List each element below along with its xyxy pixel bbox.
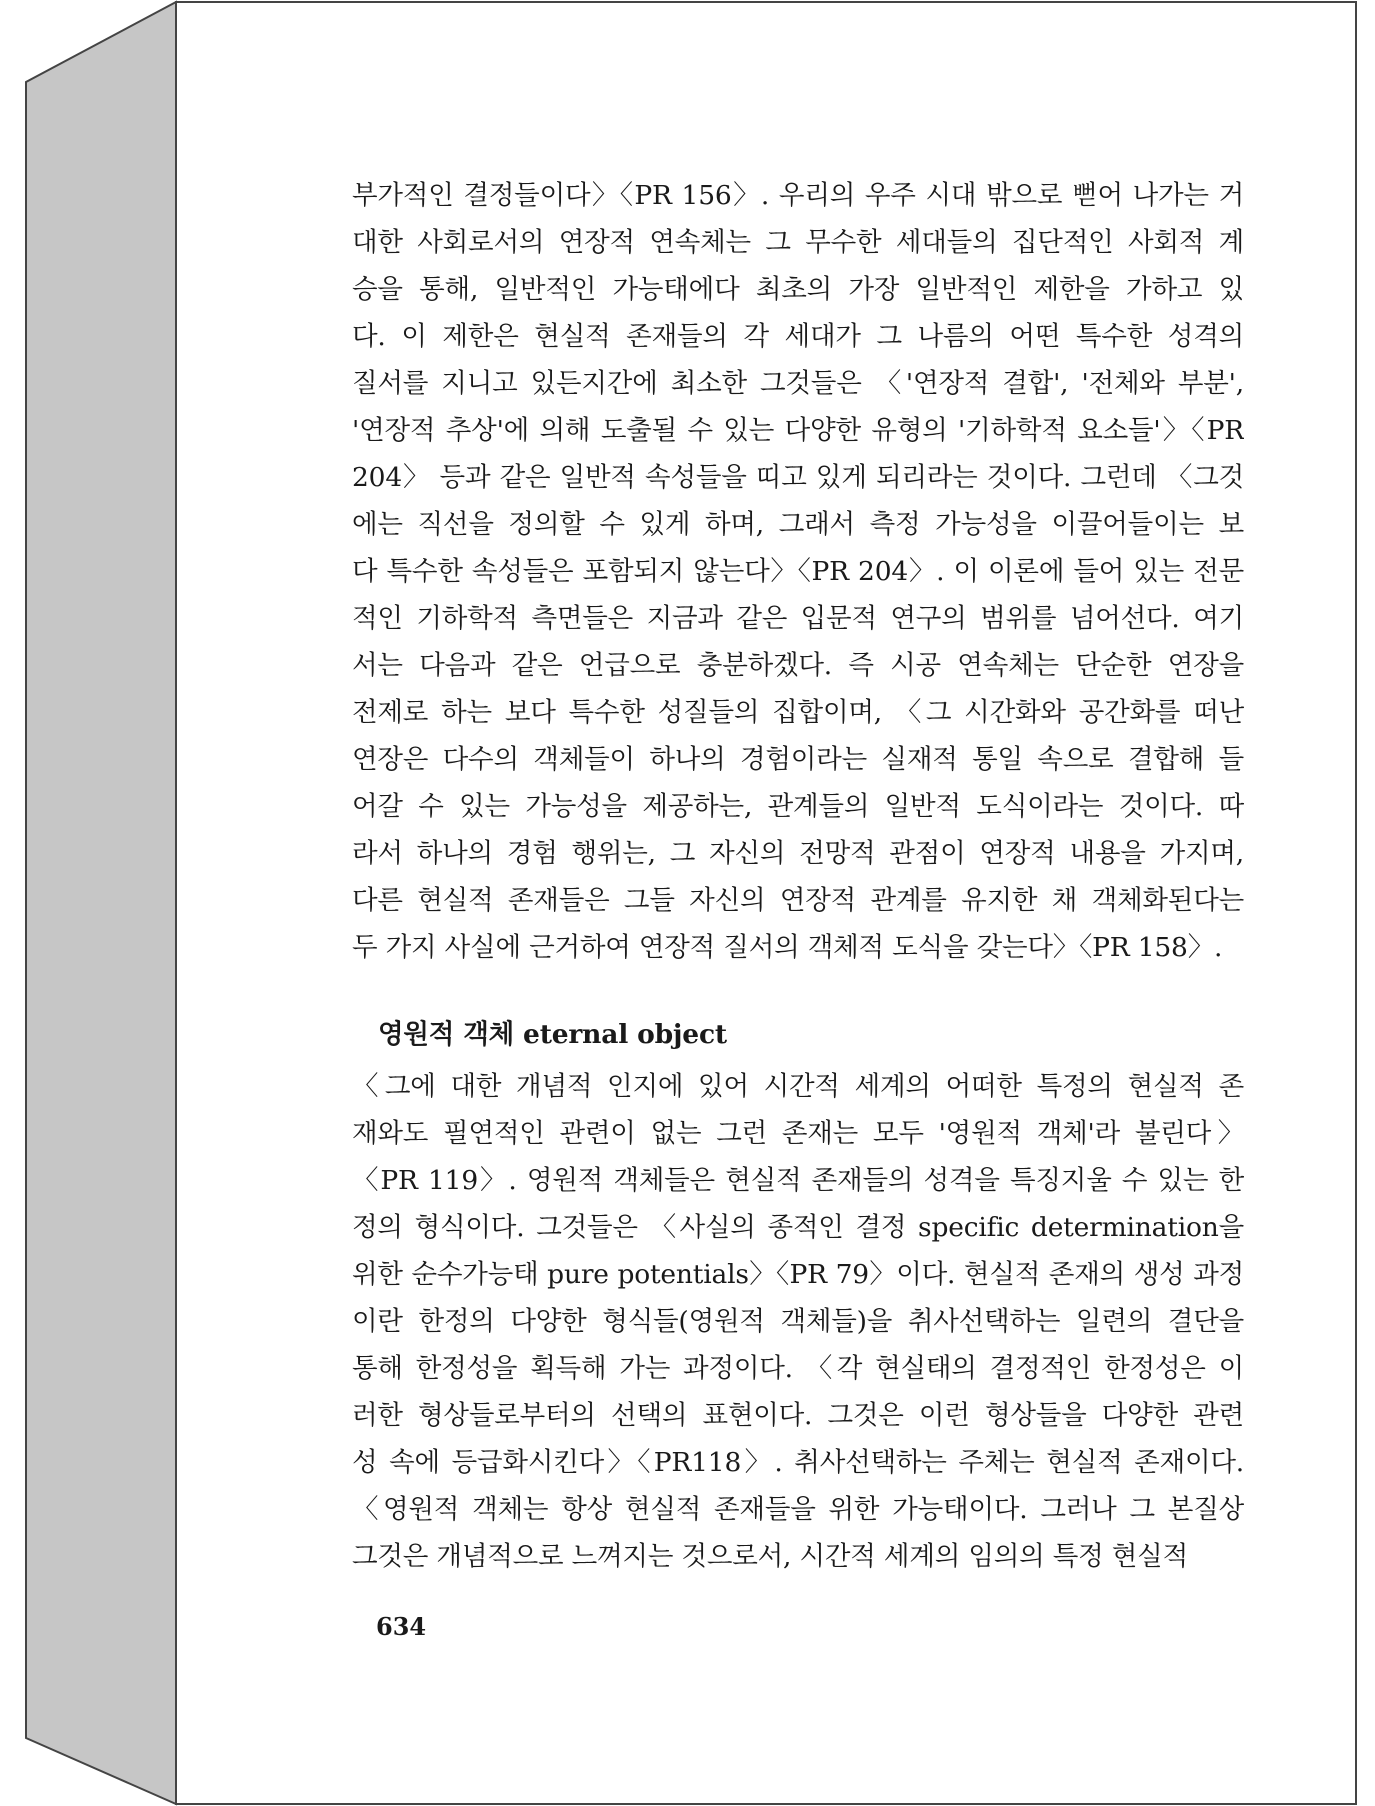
text-line: 정의 형식이다. 그것들은 〈사실의 종적인 결정 specific determination을: [352, 1212, 1244, 1243]
text-line: 다. 이 제한은 현실적 존재들의 각 세대가 그 나름의 어떤 특수한 성격의: [352, 321, 1244, 352]
text-line: 라서 하나의 경험 행위는, 그 자신의 전망적 관점이 연장적 내용을 가지며,: [352, 838, 1244, 869]
text-line: 서는 다음과 같은 언급으로 충분하겠다. 즉 시공 연속체는 단순한 연장을: [352, 650, 1244, 681]
text-line: 부가적인 결정들이다〉〈PR 156〉. 우리의 우주 시대 밖으로 뻗어 나가는 거: [352, 180, 1244, 211]
text-line: 전제로 하는 보다 특수한 성질들의 집합이며, 〈그 시간화와 공간화를 떠난: [352, 697, 1244, 728]
text-line: 통해 한정성을 획득해 가는 과정이다. 〈각 현실태의 결정적인 한정성은 이: [352, 1353, 1244, 1384]
text-line: 〈PR 119〉. 영원적 객체들은 현실적 존재들의 성격을 특징지울 수 있는 한: [352, 1165, 1244, 1196]
section-heading: 영원적 객체 eternal object: [378, 1019, 727, 1050]
text-line: 〈그에 대한 개념적 인지에 있어 시간적 세계의 어떠한 특정의 현실적 존: [352, 1071, 1244, 1102]
text-line: '연장적 추상'에 의해 도출될 수 있는 다양한 유형의 '기하학적 요소들'〉〈PR: [352, 415, 1244, 446]
book-spine: [26, 2, 176, 1804]
text-line: 204〉 등과 같은 일반적 속성들을 띠고 있게 되리라는 것이다. 그런데 〈그것: [352, 462, 1244, 493]
page-text: [352, 172, 1244, 1580]
text-line: 성 속에 등급화시킨다〉〈PR118〉. 취사선택하는 주체는 현실적 존재이다.: [352, 1447, 1244, 1478]
text-line: 러한 형상들로부터의 선택의 표현이다. 그것은 이런 형상들을 다양한 관련: [352, 1400, 1244, 1431]
text-line: 에는 직선을 정의할 수 있게 하며, 그래서 측정 가능성을 이끌어들이는 보: [352, 509, 1244, 540]
text-line: 그것은 개념적으로 느껴지는 것으로서, 시간적 세계의 임의의 특정 현실적: [352, 1541, 1188, 1572]
text-line: 두 가지 사실에 근거하여 연장적 질서의 객체적 도식을 갖는다〉〈PR 158〉.: [352, 932, 1223, 963]
text-line: 어갈 수 있는 가능성을 제공하는, 관계들의 일반적 도식이라는 것이다. 따: [352, 791, 1244, 822]
text-line: 위한 순수가능태 pure potentials〉〈PR 79〉이다. 현실적 존재의 생성 과정: [352, 1259, 1244, 1290]
text-line: 질서를 지니고 있든지간에 최소한 그것들은 〈'연장적 결합', '전체와 부분',: [352, 368, 1244, 399]
text-line: 이란 한정의 다양한 형식들(영원적 객체들)을 취사선택하는 일련의 결단을: [352, 1306, 1244, 1337]
text-line: 승을 통해, 일반적인 가능태에다 최초의 가장 일반적인 제한을 가하고 있: [352, 274, 1244, 305]
text-line: 재와도 필연적인 관련이 없는 그런 존재는 모두 '영원적 객체'라 불린다〉: [352, 1118, 1244, 1149]
body-paragraph: [352, 172, 1244, 971]
text-line: 적인 기하학적 측면들은 지금과 같은 입문적 연구의 범위를 넘어선다. 여기: [352, 603, 1244, 634]
text-line: 다른 현실적 존재들은 그들 자신의 연장적 관계를 유지한 채 객체화된다는: [352, 885, 1244, 916]
text-line: 연장은 다수의 객체들이 하나의 경험이라는 실재적 통일 속으로 결합해 들: [352, 744, 1244, 775]
text-line: 〈영원적 객체는 항상 현실적 존재들을 위한 가능태이다. 그러나 그 본질상: [352, 1494, 1244, 1525]
text-line: 다 특수한 속성들은 포함되지 않는다〉〈PR 204〉. 이 이론에 들어 있는 전문: [352, 556, 1244, 587]
text-line: 대한 사회로서의 연장적 연속체는 그 무수한 세대들의 집단적인 사회적 계: [352, 227, 1244, 258]
section-paragraph: [352, 1063, 1244, 1580]
page-number: 634: [376, 1612, 427, 1641]
